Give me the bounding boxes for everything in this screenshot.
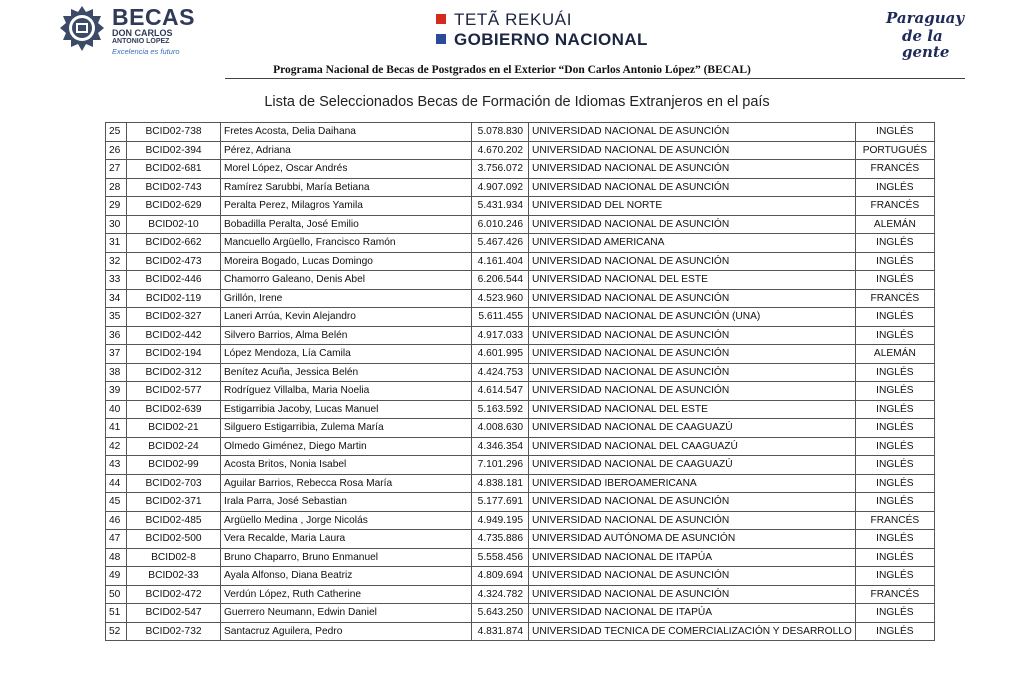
language-cell: INGLÉS [855, 419, 934, 438]
table-row [106, 400, 935, 419]
table-row [106, 530, 935, 549]
amount-cell: 5.643.250 [472, 604, 529, 623]
applicant-name-cell: Mancuello Argüello, Francisco Ramón [221, 234, 472, 253]
scholarship-code-cell: BCID02-99 [127, 456, 221, 475]
row-number-cell: 43 [106, 456, 127, 475]
row-number-cell: 49 [106, 567, 127, 586]
language-cell: ALEMÁN [855, 215, 934, 234]
language-cell: INGLÉS [855, 567, 934, 586]
row-number-cell: 39 [106, 382, 127, 401]
flag-icon [436, 14, 446, 44]
university-cell: UNIVERSIDAD NACIONAL DE ASUNCIÓN [529, 123, 856, 142]
amount-cell: 4.523.960 [472, 289, 529, 308]
language-cell: ALEMÁN [855, 345, 934, 364]
scholarship-code-cell: BCID02-327 [127, 308, 221, 327]
language-cell: INGLÉS [855, 456, 934, 475]
becas-logo [58, 4, 196, 60]
university-cell: UNIVERSIDAD NACIONAL DEL CAAGUAZÚ [529, 437, 856, 456]
scholarship-code-cell: BCID02-312 [127, 363, 221, 382]
table-row [106, 622, 935, 641]
row-number-cell: 30 [106, 215, 127, 234]
table-row [106, 511, 935, 530]
university-cell: UNIVERSIDAD NACIONAL DE CAAGUAZÚ [529, 456, 856, 475]
language-cell: INGLÉS [855, 308, 934, 327]
university-cell: UNIVERSIDAD NACIONAL DE ASUNCIÓN [529, 178, 856, 197]
applicant-name-cell: Laneri Arrúa, Kevin Alejandro [221, 308, 472, 327]
row-number-cell: 27 [106, 160, 127, 179]
scholarship-code-cell: BCID02-8 [127, 548, 221, 567]
row-number-cell: 41 [106, 419, 127, 438]
amount-cell: 5.467.426 [472, 234, 529, 253]
scholarship-code-cell: BCID02-639 [127, 400, 221, 419]
results-table-body [106, 123, 935, 641]
table-row [106, 585, 935, 604]
row-number-cell: 36 [106, 326, 127, 345]
amount-cell: 5.558.456 [472, 548, 529, 567]
university-cell: UNIVERSIDAD NACIONAL DE ASUNCIÓN [529, 382, 856, 401]
applicant-name-cell: Argüello Medina , Jorge Nicolás [221, 511, 472, 530]
amount-cell: 4.809.694 [472, 567, 529, 586]
university-cell: UNIVERSIDAD TECNICA DE COMERCIALIZACIÓN Y DESARROLLO [529, 622, 856, 641]
amount-cell: 4.907.092 [472, 178, 529, 197]
amount-cell: 4.601.995 [472, 345, 529, 364]
row-number-cell: 42 [106, 437, 127, 456]
list-title: Lista de Seleccionados Becas de Formación de Idiomas Extranjeros en el país [264, 94, 770, 110]
amount-cell: 5.163.592 [472, 400, 529, 419]
applicant-name-cell: Aguilar Barrios, Rebecca Rosa María [221, 474, 472, 493]
table-row [106, 178, 935, 197]
scholarship-code-cell: BCID02-472 [127, 585, 221, 604]
amount-cell: 4.008.630 [472, 419, 529, 438]
applicant-name-cell: Ayala Alfonso, Diana Beatriz [221, 567, 472, 586]
table-row [106, 215, 935, 234]
table-row [106, 160, 935, 179]
table-row [106, 548, 935, 567]
language-cell: INGLÉS [855, 474, 934, 493]
applicant-name-cell: Ramírez Sarubbi, María Betiana [221, 178, 472, 197]
scholarship-code-cell: BCID02-500 [127, 530, 221, 549]
pg-logo-line2: de la gente [902, 27, 950, 61]
scholarship-code-cell: BCID02-577 [127, 382, 221, 401]
scholarship-code-cell: BCID02-662 [127, 234, 221, 253]
scholarship-code-cell: BCID02-547 [127, 604, 221, 623]
becas-logo-line1: DON CARLOS [112, 28, 173, 38]
row-number-cell: 26 [106, 141, 127, 160]
gobierno-logo-line2: GOBIERNO NACIONAL [454, 30, 648, 49]
applicant-name-cell: López Mendoza, Lía Camila [221, 345, 472, 364]
language-cell: INGLÉS [855, 530, 934, 549]
university-cell: UNIVERSIDAD NACIONAL DE ASUNCIÓN [529, 289, 856, 308]
university-cell: UNIVERSIDAD NACIONAL DE ASUNCIÓN [529, 252, 856, 271]
row-number-cell: 44 [106, 474, 127, 493]
university-cell: UNIVERSIDAD NACIONAL DE ASUNCIÓN [529, 215, 856, 234]
scholarship-code-cell: BCID02-703 [127, 474, 221, 493]
table-row [106, 363, 935, 382]
applicant-name-cell: Guerrero Neumann, Edwin Daniel [221, 604, 472, 623]
university-cell: UNIVERSIDAD NACIONAL DE ASUNCIÓN (UNA) [529, 308, 856, 327]
table-row [106, 474, 935, 493]
university-cell: UNIVERSIDAD IBEROAMERICANA [529, 474, 856, 493]
amount-cell: 6.010.246 [472, 215, 529, 234]
row-number-cell: 40 [106, 400, 127, 419]
amount-cell: 4.917.033 [472, 326, 529, 345]
row-number-cell: 35 [106, 308, 127, 327]
scholarship-code-cell: BCID02-394 [127, 141, 221, 160]
language-cell: FRANCÉS [855, 585, 934, 604]
applicant-name-cell: Fretes Acosta, Delia Daihana [221, 123, 472, 142]
scholarship-code-cell: BCID02-119 [127, 289, 221, 308]
row-number-cell: 38 [106, 363, 127, 382]
table-row [106, 493, 935, 512]
university-cell: UNIVERSIDAD NACIONAL DE ITAPÚA [529, 548, 856, 567]
scholarship-code-cell: BCID02-10 [127, 215, 221, 234]
row-number-cell: 52 [106, 622, 127, 641]
applicant-name-cell: Estigarribia Jacoby, Lucas Manuel [221, 400, 472, 419]
amount-cell: 4.838.181 [472, 474, 529, 493]
scholarship-code-cell: BCID02-732 [127, 622, 221, 641]
scholarship-code-cell: BCID02-473 [127, 252, 221, 271]
amount-cell: 4.831.874 [472, 622, 529, 641]
university-cell: UNIVERSIDAD NACIONAL DE ASUNCIÓN [529, 493, 856, 512]
applicant-name-cell: Grillón, Irene [221, 289, 472, 308]
university-cell: UNIVERSIDAD NACIONAL DE ASUNCIÓN [529, 511, 856, 530]
scholarship-code-cell: BCID02-33 [127, 567, 221, 586]
university-cell: UNIVERSIDAD NACIONAL DE ASUNCIÓN [529, 326, 856, 345]
row-number-cell: 37 [106, 345, 127, 364]
university-cell: UNIVERSIDAD NACIONAL DE CAAGUAZÚ [529, 419, 856, 438]
applicant-name-cell: Silvero Barrios, Alma Belén [221, 326, 472, 345]
table-row [106, 326, 935, 345]
applicant-name-cell: Pérez, Adriana [221, 141, 472, 160]
university-cell: UNIVERSIDAD NACIONAL DE ASUNCIÓN [529, 585, 856, 604]
language-cell: INGLÉS [855, 622, 934, 641]
language-cell: FRANCÉS [855, 197, 934, 216]
language-cell: PORTUGUÉS [855, 141, 934, 160]
scholarship-code-cell: BCID02-743 [127, 178, 221, 197]
table-row [106, 437, 935, 456]
row-number-cell: 45 [106, 493, 127, 512]
language-cell: FRANCÉS [855, 289, 934, 308]
amount-cell: 4.735.886 [472, 530, 529, 549]
row-number-cell: 46 [106, 511, 127, 530]
header-divider [225, 78, 965, 79]
table-row [106, 234, 935, 253]
row-number-cell: 33 [106, 271, 127, 290]
amount-cell: 4.949.195 [472, 511, 529, 530]
university-cell: UNIVERSIDAD NACIONAL DE ASUNCIÓN [529, 345, 856, 364]
becas-logo-line2: ANTONIO LÓPEZ [112, 38, 170, 45]
university-cell: UNIVERSIDAD NACIONAL DE ASUNCIÓN [529, 567, 856, 586]
row-number-cell: 50 [106, 585, 127, 604]
language-cell: INGLÉS [855, 493, 934, 512]
amount-cell: 6.206.544 [472, 271, 529, 290]
language-cell: INGLÉS [855, 326, 934, 345]
university-cell: UNIVERSIDAD NACIONAL DEL ESTE [529, 271, 856, 290]
applicant-name-cell: Rodríguez Villalba, Maria Noelia [221, 382, 472, 401]
row-number-cell: 48 [106, 548, 127, 567]
becas-emblem-icon [58, 4, 106, 54]
becas-logo-word: BECAS [112, 4, 196, 30]
table-row [106, 456, 935, 475]
applicant-name-cell: Morel López, Oscar Andrés [221, 160, 472, 179]
amount-cell: 7.101.296 [472, 456, 529, 475]
pg-logo-line1: Paraguay [886, 9, 965, 27]
amount-cell: 5.611.455 [472, 308, 529, 327]
university-cell: UNIVERSIDAD NACIONAL DEL ESTE [529, 400, 856, 419]
gobierno-logo [436, 10, 676, 50]
language-cell: INGLÉS [855, 382, 934, 401]
table-row [106, 271, 935, 290]
table-row [106, 289, 935, 308]
row-number-cell: 29 [106, 197, 127, 216]
row-number-cell: 31 [106, 234, 127, 253]
applicant-name-cell: Vera Recalde, Maria Laura [221, 530, 472, 549]
amount-cell: 4.614.547 [472, 382, 529, 401]
table-row [106, 197, 935, 216]
table-row [106, 252, 935, 271]
applicant-name-cell: Moreira Bogado, Lucas Domingo [221, 252, 472, 271]
language-cell: INGLÉS [855, 400, 934, 419]
table-row [106, 308, 935, 327]
scholarship-code-cell: BCID02-738 [127, 123, 221, 142]
university-cell: UNIVERSIDAD NACIONAL DE ASUNCIÓN [529, 141, 856, 160]
university-cell: UNIVERSIDAD DEL NORTE [529, 197, 856, 216]
row-number-cell: 47 [106, 530, 127, 549]
applicant-name-cell: Bruno Chaparro, Bruno Enmanuel [221, 548, 472, 567]
table-row [106, 419, 935, 438]
university-cell: UNIVERSIDAD NACIONAL DE ASUNCIÓN [529, 363, 856, 382]
language-cell: INGLÉS [855, 271, 934, 290]
scholarship-code-cell: BCID02-442 [127, 326, 221, 345]
scholarship-code-cell: BCID02-446 [127, 271, 221, 290]
applicant-name-cell: Chamorro Galeano, Denis Abel [221, 271, 472, 290]
scholarship-code-cell: BCID02-24 [127, 437, 221, 456]
language-cell: FRANCÉS [855, 160, 934, 179]
row-number-cell: 51 [106, 604, 127, 623]
amount-cell: 5.078.830 [472, 123, 529, 142]
row-number-cell: 28 [106, 178, 127, 197]
university-cell: UNIVERSIDAD AMERICANA [529, 234, 856, 253]
scholarship-code-cell: BCID02-194 [127, 345, 221, 364]
amount-cell: 5.431.934 [472, 197, 529, 216]
table-row [106, 123, 935, 142]
applicant-name-cell: Bobadilla Peralta, José Emilio [221, 215, 472, 234]
language-cell: INGLÉS [855, 234, 934, 253]
scholarship-code-cell: BCID02-371 [127, 493, 221, 512]
amount-cell: 4.324.782 [472, 585, 529, 604]
amount-cell: 4.424.753 [472, 363, 529, 382]
applicant-name-cell: Acosta Britos, Nonia Isabel [221, 456, 472, 475]
language-cell: INGLÉS [855, 252, 934, 271]
amount-cell: 5.177.691 [472, 493, 529, 512]
results-table [105, 122, 935, 641]
language-cell: INGLÉS [855, 363, 934, 382]
applicant-name-cell: Irala Parra, José Sebastian [221, 493, 472, 512]
applicant-name-cell: Santacruz Aguilera, Pedro [221, 622, 472, 641]
program-title: Programa Nacional de Becas de Postgrados en el Exterior “Don Carlos Antonio López” (BECAL) [273, 64, 751, 76]
language-cell: INGLÉS [855, 604, 934, 623]
table-row [106, 345, 935, 364]
row-number-cell: 25 [106, 123, 127, 142]
table-row [106, 604, 935, 623]
becas-logo-tagline: Excelencia es futuro [112, 47, 180, 56]
gobierno-logo-line1: TETÃ REKUÁI [454, 10, 573, 29]
amount-cell: 3.756.072 [472, 160, 529, 179]
scholarship-code-cell: BCID02-485 [127, 511, 221, 530]
amount-cell: 4.346.354 [472, 437, 529, 456]
scholarship-code-cell: BCID02-681 [127, 160, 221, 179]
paraguay-de-la-gente-logo [884, 8, 984, 61]
document-header [0, 0, 1024, 60]
row-number-cell: 34 [106, 289, 127, 308]
table-row [106, 141, 935, 160]
scholarship-code-cell: BCID02-629 [127, 197, 221, 216]
language-cell: INGLÉS [855, 123, 934, 142]
applicant-name-cell: Verdún López, Ruth Catherine [221, 585, 472, 604]
table-row [106, 382, 935, 401]
amount-cell: 4.670.202 [472, 141, 529, 160]
language-cell: INGLÉS [855, 548, 934, 567]
amount-cell: 4.161.404 [472, 252, 529, 271]
applicant-name-cell: Olmedo Giménez, Diego Martin [221, 437, 472, 456]
language-cell: FRANCÉS [855, 511, 934, 530]
applicant-name-cell: Benítez Acuña, Jessica Belén [221, 363, 472, 382]
university-cell: UNIVERSIDAD NACIONAL DE ITAPÚA [529, 604, 856, 623]
table-row [106, 567, 935, 586]
university-cell: UNIVERSIDAD AUTÓNOMA DE ASUNCIÓN [529, 530, 856, 549]
row-number-cell: 32 [106, 252, 127, 271]
applicant-name-cell: Silguero Estigarribia, Zulema María [221, 419, 472, 438]
university-cell: UNIVERSIDAD NACIONAL DE ASUNCIÓN [529, 160, 856, 179]
scholarship-code-cell: BCID02-21 [127, 419, 221, 438]
language-cell: INGLÉS [855, 178, 934, 197]
language-cell: INGLÉS [855, 437, 934, 456]
applicant-name-cell: Peralta Perez, Milagros Yamila [221, 197, 472, 216]
